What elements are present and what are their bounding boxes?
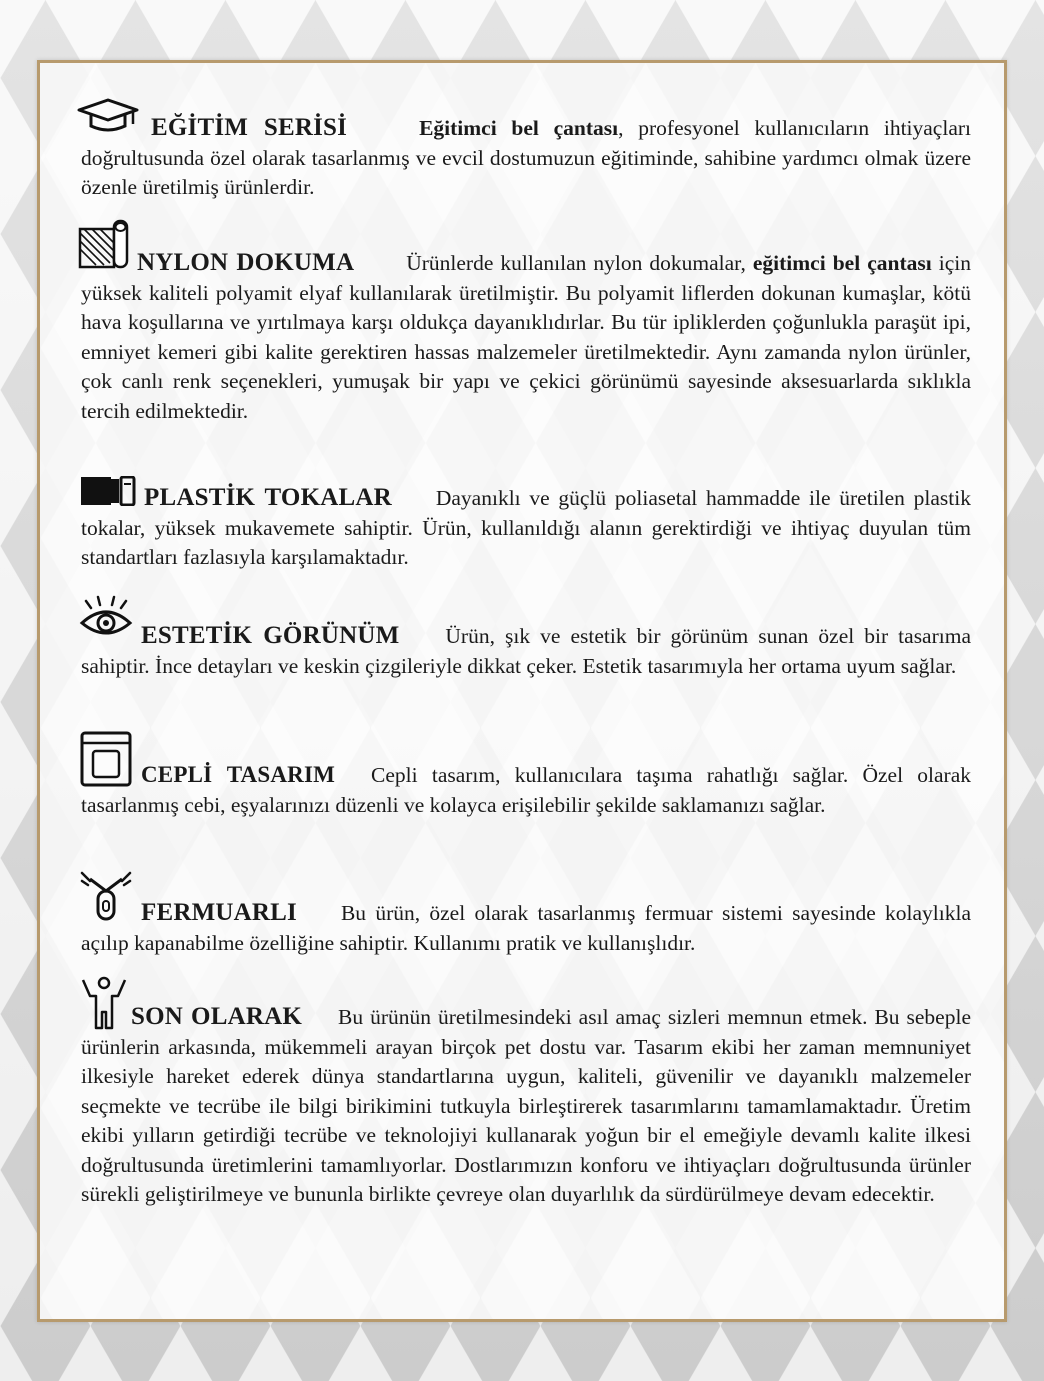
bold-lead: Eğitimci bel çantası <box>419 116 619 140</box>
section-body: , profesyonel kullanıcıların ihtiyaçları doğrultusunda özel olarak tasarlanmış ve evcil dostumuzun eğitiminde, sahibine yardımcı olmak üzere özenle üretilmiş ürünlerdir. <box>81 116 971 199</box>
section-heading: EĞİTİM SERİSİ <box>151 114 348 141</box>
section-body: Cepli tasarım, kullanıcılara taşıma rahatlığı sağlar. Özel olarak tasarlanmış cebi, eşyalarınızı düzenli ve kolayca erişilebilir şekilde saklamanızı sağlar. <box>81 763 971 817</box>
section-body: Bu ürün, özel olarak tasarlanmış fermuar sistemi sayesinde kolaylıkla açılıp kapanabilme özelliğine sahiptir. Kullanımı pratik ve kullanışlıdır. <box>81 901 971 955</box>
section-heading: NYLON DOKUMA <box>137 249 355 276</box>
section-body: Bu ürünün üretilmesindeki asıl amaç sizleri memnun etmek. Bu sebeple ürünlerin arkasında, mükemmeli arayan birçok pet dostu var. Tasarım ekibi her zaman memnuniyet ilkesiyle hareket ederek dünya standartlarına uygun, kaliteli, güvenilir ve dayanıklı malzemeler seçmekte ve tecrübe ile bilgi birikimini tutkuyla birleştirerek tasarımlarını tamamlamaktadır. Üretim ekibi yılların getirdiği tecrübe ve teknolojiyi kullanarak yoğun bir el emeğiyle devamlı kalite ilkesi doğrultusunda üretimlerini tamamlıyorlar. Dostlarımızın konforu ve ihtiyaçları doğrultusunda ürünler sürekli geliştirilmeye ve bununla birlikte çevreye olan duyarlılık da sürdürülmeye devam edecektir. <box>81 1005 971 1206</box>
section-body: Ürün, şık ve estetik bir görünüm sunan özel bir tasarıma sahiptir. İnce detayları ve keskin çizgileriyle dikkat çeker. Estetik tasarımıyla her ortama uyum sağlar. <box>81 624 972 678</box>
section-heading: CEPLİ TASARIM <box>141 762 336 787</box>
section-cepli-tasarim <box>81 760 971 820</box>
section-plastik-tokalar <box>81 483 971 573</box>
section-son-olarak <box>81 1002 971 1210</box>
section-heading: SON OLARAK <box>131 1003 302 1030</box>
section-estetik-gorunum <box>81 621 971 681</box>
section-heading: ESTETİK GÖRÜNÜM <box>141 622 400 649</box>
section-body: için yüksek kaliteli polyamit elyaf kullanılarak üretilmiştir. Bu polyamit liflerden dokunan kumaşlar, kötü hava koşullarına ve yırtılmaya karşı oldukça dayanıklıdırlar. Bu tür ipliklerden çoğunlukla paraşüt ipi, emniyet kemeri gibi kalite gerektiren hassas malzemeler üretilmektedir. Aynı zamanda nylon ürünler, çok canlı renk seçenekleri, yumuşak bir yapı ve çekici görünümü sayesinde aksesuarlarda sıklıkla tercih edilmektedir. <box>81 251 971 423</box>
content-frame <box>37 60 1007 1322</box>
section-heading: PLASTİK TOKALAR <box>144 484 392 511</box>
section-egitim-serisi <box>81 113 971 203</box>
section-fermuarli <box>81 898 971 958</box>
section-body: Dayanıklı ve güçlü poliasetal hammadde ile üretilen plastik tokalar, yüksek mukavemete sahiptir. Ürün, kullanıldığı alanın gerektirdiği ve ihtiyaç duyulan tüm standartları fazlasıyla karşılamaktadır. <box>81 486 971 569</box>
section-heading: FERMUARLI <box>141 899 297 926</box>
section-body: Ürünlerde kullanılan nylon dokumalar, <box>406 251 753 275</box>
section-nylon-dokuma <box>81 248 971 426</box>
bold-mid: eğitimci bel çantası <box>752 251 932 275</box>
